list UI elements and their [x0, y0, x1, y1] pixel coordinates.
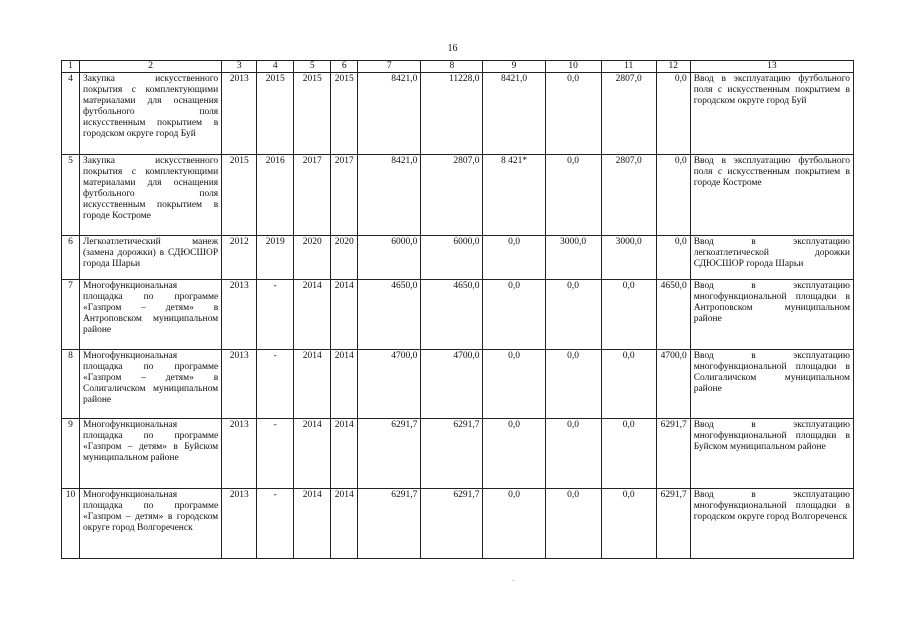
- amount-col-8: 2807,0: [421, 155, 483, 236]
- amount-col-11: 2807,0: [601, 155, 656, 236]
- amount-col-12: 0,0: [656, 155, 690, 236]
- year-col-6: 2020: [331, 236, 358, 280]
- project-description: Многофункциональная площадка по программе «Газпром – детям» в Солигаличском муниципальном районе: [80, 350, 222, 419]
- year-col-6: 2014: [331, 280, 358, 350]
- column-header: 11: [601, 61, 656, 73]
- year-start: 2013: [222, 73, 257, 155]
- table-row: [62, 489, 854, 559]
- amount-col-12: 4650,0: [656, 280, 690, 350]
- amount-col-9: 0,0: [483, 489, 545, 559]
- amount-col-8: 4700,0: [421, 350, 483, 419]
- amount-col-12: 6291,7: [656, 419, 690, 489]
- year-col-4: -: [257, 280, 294, 350]
- column-header: 3: [222, 61, 257, 73]
- expected-result: Ввод в эксплуатацию многофункциональной площадки в Солигаличском муниципальном районе: [690, 350, 853, 419]
- year-col-4: -: [257, 419, 294, 489]
- column-header: 1: [62, 61, 80, 73]
- row-number: 7: [62, 280, 80, 350]
- amount-col-7: 6291,7: [358, 419, 421, 489]
- row-number: 5: [62, 155, 80, 236]
- row-number: 6: [62, 236, 80, 280]
- amount-col-7: 8421,0: [358, 155, 421, 236]
- table-row: [62, 350, 854, 419]
- expected-result: Ввод в эксплуатацию многофункциональной площадки в Буйском муниципальном районе: [690, 419, 853, 489]
- year-col-5: 2015: [294, 73, 331, 155]
- amount-col-11: 0,0: [601, 280, 656, 350]
- amount-col-12: 4700,0: [656, 350, 690, 419]
- program-table: [61, 60, 854, 559]
- column-header: 9: [483, 61, 545, 73]
- column-header: 10: [545, 61, 601, 73]
- year-col-5: 2014: [294, 489, 331, 559]
- amount-col-7: 4700,0: [358, 350, 421, 419]
- amount-col-7: 4650,0: [358, 280, 421, 350]
- amount-col-8: 4650,0: [421, 280, 483, 350]
- amount-col-12: 6291,7: [656, 489, 690, 559]
- project-description: Многофункциональная площадка по программе «Газпром – детям» в Антроповском муниципальном районе: [80, 280, 222, 350]
- expected-result: Ввод в эксплуатацию легкоатлетической дорожки СДЮСШОР города Шарьи: [690, 236, 853, 280]
- amount-col-7: 6291,7: [358, 489, 421, 559]
- year-col-4: -: [257, 489, 294, 559]
- year-col-6: 2015: [331, 73, 358, 155]
- amount-col-10: 0,0: [545, 73, 601, 155]
- amount-col-11: 0,0: [601, 350, 656, 419]
- amount-col-11: 2807,0: [601, 73, 656, 155]
- amount-col-10: 0,0: [545, 419, 601, 489]
- year-start: 2015: [222, 155, 257, 236]
- year-col-5: 2014: [294, 419, 331, 489]
- header-row: [62, 61, 854, 73]
- project-description: Легкоатлетический манеж (замена дорожки) в СДЮСШОР города Шарьи: [80, 236, 222, 280]
- amount-col-8: 6291,7: [421, 419, 483, 489]
- year-col-5: 2014: [294, 350, 331, 419]
- amount-col-11: 0,0: [601, 489, 656, 559]
- project-description: Закупка искусственного покрытия с комплектующими материалами для оснащения футбольного поля искусственным покрытием в городском округе город Буй: [80, 73, 222, 155]
- amount-col-10: 0,0: [545, 155, 601, 236]
- amount-col-9: 8 421*: [483, 155, 545, 236]
- year-col-5: 2020: [294, 236, 331, 280]
- expected-result: Ввод в эксплуатацию футбольного поля с искусственным покрытием в городском округе город Буй: [690, 73, 853, 155]
- table-row: [62, 73, 854, 155]
- year-start: 2013: [222, 350, 257, 419]
- year-col-5: 2017: [294, 155, 331, 236]
- amount-col-9: 0,0: [483, 236, 545, 280]
- column-header: 5: [294, 61, 331, 73]
- table-row: [62, 280, 854, 350]
- amount-col-7: 6000,0: [358, 236, 421, 280]
- year-start: 2013: [222, 419, 257, 489]
- amount-col-10: 3000,0: [545, 236, 601, 280]
- amount-col-9: 8421,0: [483, 73, 545, 155]
- column-header: 6: [331, 61, 358, 73]
- amount-col-10: 0,0: [545, 489, 601, 559]
- year-col-6: 2014: [331, 350, 358, 419]
- amount-col-8: 6000,0: [421, 236, 483, 280]
- year-col-6: 2014: [331, 489, 358, 559]
- amount-col-10: 0,0: [545, 350, 601, 419]
- column-header: 4: [257, 61, 294, 73]
- row-number: 10: [62, 489, 80, 559]
- amount-col-8: 11228,0: [421, 73, 483, 155]
- amount-col-9: 0,0: [483, 419, 545, 489]
- column-header: 7: [358, 61, 421, 73]
- amount-col-9: 0,0: [483, 350, 545, 419]
- amount-col-12: 0,0: [656, 73, 690, 155]
- year-start: 2013: [222, 489, 257, 559]
- column-header: 8: [421, 61, 483, 73]
- year-col-4: 2019: [257, 236, 294, 280]
- amount-col-8: 6291,7: [421, 489, 483, 559]
- project-description: Закупка искусственного покрытия с комплектующими материалами для оснащения футбольного поля искусственным покрытием в городе Костроме: [80, 155, 222, 236]
- table-row: [62, 236, 854, 280]
- expected-result: Ввод в эксплуатацию футбольного поля с искусственным покрытием в городе Костроме: [690, 155, 853, 236]
- expected-result: Ввод в эксплуатацию многофункциональной площадки в Антроповском муниципальном районе: [690, 280, 853, 350]
- year-col-6: 2017: [331, 155, 358, 236]
- row-number: 8: [62, 350, 80, 419]
- column-header: 13: [690, 61, 853, 73]
- row-number: 4: [62, 73, 80, 155]
- table-row: [62, 419, 854, 489]
- amount-col-7: 8421,0: [358, 73, 421, 155]
- amount-col-10: 0,0: [545, 280, 601, 350]
- project-description: Многофункциональная площадка по программе «Газпром – детям» в Буйском муниципальном районе: [80, 419, 222, 489]
- amount-col-11: 3000,0: [601, 236, 656, 280]
- amount-col-11: 0,0: [601, 419, 656, 489]
- year-start: 2012: [222, 236, 257, 280]
- year-start: 2013: [222, 280, 257, 350]
- page-number: 16: [447, 43, 458, 54]
- year-col-5: 2014: [294, 280, 331, 350]
- year-col-4: 2016: [257, 155, 294, 236]
- year-col-4: 2015: [257, 73, 294, 155]
- amount-col-12: 0,0: [656, 236, 690, 280]
- scan-speck: ·: [512, 577, 515, 585]
- expected-result: Ввод в эксплуатацию многофункциональной площадки в городском округе город Волгореченск: [690, 489, 853, 559]
- year-col-6: 2014: [331, 419, 358, 489]
- column-header: 12: [656, 61, 690, 73]
- year-col-4: -: [257, 350, 294, 419]
- row-number: 9: [62, 419, 80, 489]
- project-description: Многофункциональная площадка по программе «Газпром – детям» в городском округе город Волгореченск: [80, 489, 222, 559]
- column-header: 2: [80, 61, 222, 73]
- amount-col-9: 0,0: [483, 280, 545, 350]
- table-row: [62, 155, 854, 236]
